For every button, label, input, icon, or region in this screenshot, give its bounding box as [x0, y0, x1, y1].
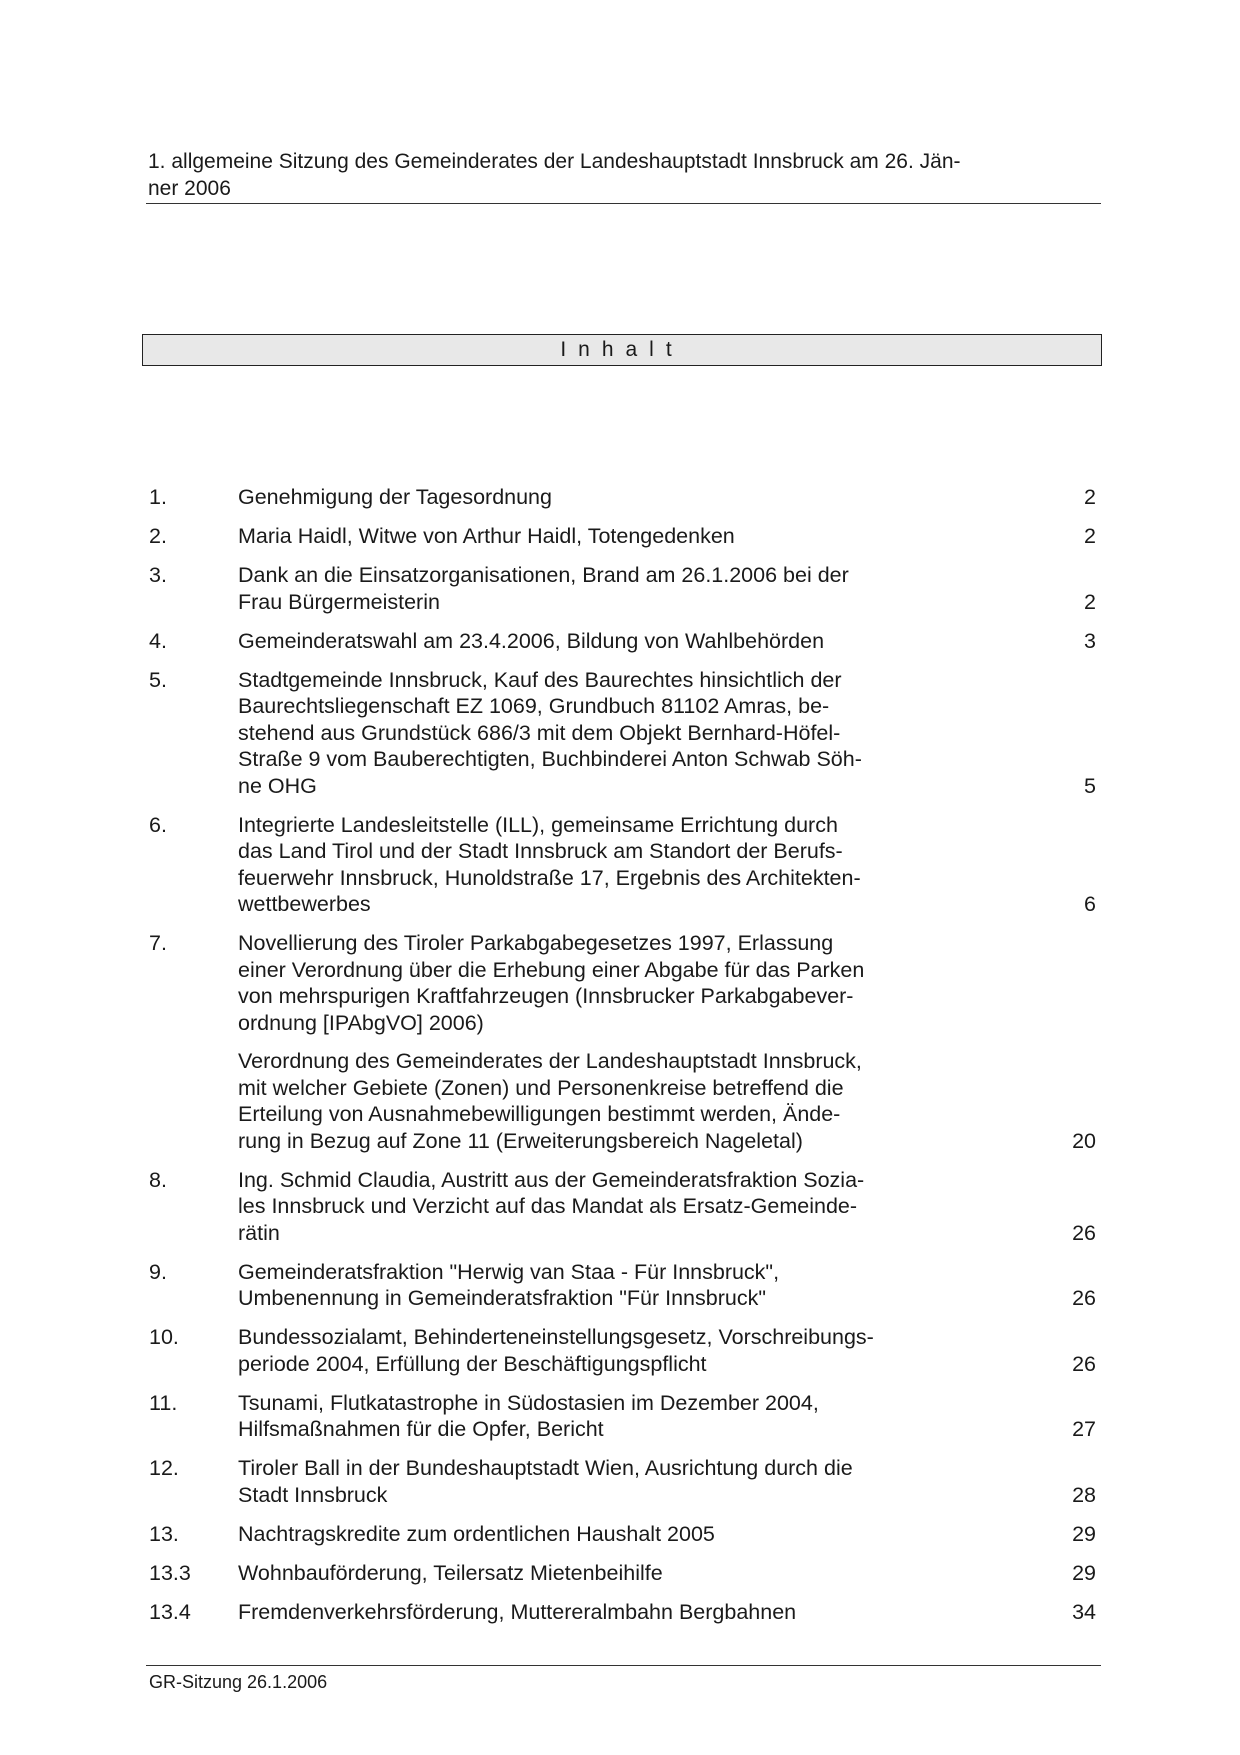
- toc-entry[interactable]: [149, 1259, 1099, 1312]
- toc-entry-title-line: ne OHG: [238, 773, 317, 798]
- toc-entry[interactable]: [149, 930, 1099, 1154]
- toc-entry-title: [238, 1560, 918, 1587]
- toc-entry-title-line: Gemeinderatswahl am 23.4.2006, Bildung von Wahlbehörden: [238, 628, 825, 653]
- toc-entry-title-line: Straße 9 vom Bauberechtigten, Buchbinderei Anton Schwab Söh-: [238, 747, 862, 771]
- toc-entry-number: 3.: [149, 563, 167, 587]
- toc-entry-title-line: rung in Bezug auf Zone 11 (Erweiterungsbereich Nageletal): [238, 1128, 803, 1153]
- toc-entry-title-line: Baurechtsliegenschaft EZ 1069, Grundbuch 81102 Amras, be-: [238, 694, 830, 718]
- toc-entry-title-line: Nachtragskredite zum ordentlichen Haushalt 2005: [238, 1521, 715, 1546]
- toc-entry-page-number: 29: [1072, 1560, 1096, 1585]
- toc-entry[interactable]: [149, 667, 1099, 800]
- toc-entry-title-line: mit welcher Gebiete (Zonen) und Personenkreise betreffend die: [238, 1075, 844, 1100]
- toc-entry-number: 7.: [149, 931, 167, 955]
- toc-entry[interactable]: [149, 484, 1099, 511]
- toc-entry[interactable]: [149, 628, 1099, 655]
- toc-entry-number: 8.: [149, 1167, 167, 1192]
- toc-entry-page-number: 5: [1084, 773, 1096, 798]
- toc-entry-title-line: Tsunami, Flutkatastrophe in Südostasien im Dezember 2004,: [238, 1390, 819, 1415]
- table-of-contents: [149, 484, 1099, 1638]
- toc-entry-title-line: rätin: [238, 1220, 280, 1245]
- toc-entry-page-number: 26: [1072, 1220, 1096, 1245]
- toc-entry-title: [238, 812, 918, 918]
- contents-heading: Inhalt: [142, 334, 1102, 366]
- toc-entry-number: 11.: [149, 1390, 178, 1415]
- toc-entry-number: 12.: [149, 1456, 179, 1480]
- toc-entry-title-line: Verordnung des Gemeinderates der Landeshauptstadt Innsbruck,: [238, 1049, 862, 1073]
- toc-entry-number: 6.: [149, 812, 167, 837]
- toc-entry-number: 13.4: [149, 1599, 191, 1624]
- toc-entry-title-line: Frau Bürgermeisterin: [238, 589, 440, 614]
- toc-entry-number: 10.: [149, 1325, 179, 1349]
- toc-entry-title: [238, 1167, 918, 1247]
- toc-entry-number: 13.: [149, 1521, 179, 1546]
- toc-entry-title-line: Stadt Innsbruck: [238, 1482, 388, 1507]
- toc-entry-title-line: Umbenennung in Gemeinderatsfraktion "Für Innsbruck": [238, 1286, 766, 1310]
- toc-entry[interactable]: [149, 812, 1099, 918]
- toc-entry-page-number: 2: [1084, 589, 1096, 614]
- document-header: [148, 148, 1108, 202]
- toc-entry-title: [238, 562, 918, 615]
- toc-entry-title-line: Fremdenverkehrsförderung, Muttereralmbahn Bergbahnen: [238, 1599, 797, 1624]
- toc-entry-title-line: Genehmigung der Tagesordnung: [238, 485, 552, 509]
- toc-entry-title-line: wettbewerbes: [238, 892, 371, 916]
- toc-entry-title: [238, 930, 918, 1154]
- toc-entry-title: [238, 523, 918, 550]
- toc-entry-title: [238, 667, 918, 800]
- footer-divider: [146, 1665, 1101, 1666]
- toc-entry-title-line: ordnung [IPAbgVO] 2006): [238, 1010, 484, 1035]
- header-title-line-1: 1. allgemeine Sitzung des Gemeinderates der Landeshauptstadt Innsbruck am 26. Jän-: [148, 150, 961, 173]
- toc-entry-title: [238, 1521, 918, 1548]
- toc-entry-page-number: 34: [1072, 1599, 1096, 1624]
- toc-entry-title-line: Gemeinderatsfraktion "Herwig van Staa - Für Innsbruck",: [238, 1259, 780, 1284]
- toc-entry-page-number: 28: [1072, 1482, 1096, 1507]
- toc-entry-title-line: einer Verordnung über die Erhebung einer Abgabe für das Parken: [238, 957, 865, 982]
- toc-entry-page-number: 2: [1084, 485, 1096, 509]
- toc-entry[interactable]: [149, 1599, 1099, 1626]
- toc-entry-page-number: 29: [1072, 1521, 1096, 1546]
- header-title-line-2: ner 2006: [148, 177, 231, 200]
- toc-entry[interactable]: [149, 1521, 1099, 1548]
- toc-entry-number: 2.: [149, 524, 167, 548]
- toc-entry-title-line: Tiroler Ball in der Bundeshauptstadt Wien, Ausrichtung durch die: [238, 1456, 853, 1480]
- toc-entry-number: 9.: [149, 1259, 167, 1284]
- header-divider: [146, 203, 1101, 204]
- toc-entry-title: [238, 1455, 918, 1508]
- toc-entry-page-number: 26: [1072, 1351, 1096, 1376]
- toc-entry-title-line: les Innsbruck und Verzicht auf das Mandat als Ersatz-Gemeinde-: [238, 1194, 858, 1218]
- toc-entry-title-line: Wohnbauförderung, Teilersatz Mietenbeihilfe: [238, 1560, 663, 1585]
- toc-entry-page-number: 2: [1084, 524, 1096, 548]
- toc-entry-title-line: Maria Haidl, Witwe von Arthur Haidl, Totengedenken: [238, 524, 735, 548]
- toc-entry-title: [238, 1390, 918, 1443]
- toc-entry-title-line: Stadtgemeinde Innsbruck, Kauf des Baurechtes hinsichtlich der: [238, 667, 842, 692]
- page-footer: GR-Sitzung 26.1.2006: [149, 1672, 328, 1692]
- toc-entry-page-number: 3: [1084, 628, 1096, 653]
- toc-entry-title-line: Dank an die Einsatzorganisationen, Brand am 26.1.2006 bei der: [238, 563, 849, 587]
- toc-entry-title-line: Bundessozialamt, Behinderteneinstellungsgesetz, Vorschreibungs-: [238, 1325, 874, 1349]
- toc-entry-page-number: 6: [1084, 892, 1096, 916]
- toc-entry-number: 1.: [149, 485, 167, 509]
- toc-entry-title-line: periode 2004, Erfüllung der Beschäftigungspflicht: [238, 1351, 707, 1376]
- toc-entry[interactable]: [149, 1455, 1099, 1508]
- toc-entry[interactable]: [149, 1324, 1099, 1377]
- toc-entry-number: 13.3: [149, 1560, 191, 1585]
- toc-entry-title-line: Erteilung von Ausnahmebewilligungen bestimmt werden, Ände-: [238, 1102, 841, 1126]
- toc-entry[interactable]: [149, 1560, 1099, 1587]
- toc-entry-page-number: 27: [1072, 1417, 1096, 1441]
- toc-entry[interactable]: [149, 1167, 1099, 1247]
- toc-entry-title: [238, 1324, 918, 1377]
- toc-entry-title-line: feuerwehr Innsbruck, Hunoldstraße 17, Ergebnis des Architekten-: [238, 865, 861, 890]
- toc-entry-number: 5.: [149, 667, 167, 692]
- toc-entry-title-line: Ing. Schmid Claudia, Austritt aus der Gemeinderatsfraktion Sozia-: [238, 1167, 865, 1192]
- toc-entry-title-line: von mehrspurigen Kraftfahrzeugen (Innsbrucker Parkabgabever-: [238, 984, 854, 1008]
- toc-entry-number: 4.: [149, 628, 167, 653]
- toc-entry-title-line: Novellierung des Tiroler Parkabgabegesetzes 1997, Erlassung: [238, 931, 834, 955]
- toc-entry-title-line: stehend aus Grundstück 686/3 mit dem Objekt Bernhard-Höfel-: [238, 720, 841, 745]
- toc-entry[interactable]: [149, 523, 1099, 550]
- toc-entry-title-line: Integrierte Landesleitstelle (ILL), gemeinsame Errichtung durch: [238, 812, 838, 837]
- toc-entry-title: [238, 484, 918, 511]
- toc-entry-title: [238, 1259, 918, 1312]
- toc-entry-title-line: das Land Tirol und der Stadt Innsbruck am Standort der Berufs-: [238, 839, 843, 863]
- toc-entry-title-line: Hilfsmaßnahmen für die Opfer, Bericht: [238, 1417, 604, 1441]
- toc-entry-page-number: 20: [1072, 1128, 1096, 1153]
- toc-entry-title: [238, 628, 918, 655]
- toc-entry-page-number: 26: [1072, 1286, 1096, 1310]
- toc-entry[interactable]: [149, 1390, 1099, 1443]
- toc-entry[interactable]: [149, 562, 1099, 615]
- toc-entry-title: [238, 1599, 918, 1626]
